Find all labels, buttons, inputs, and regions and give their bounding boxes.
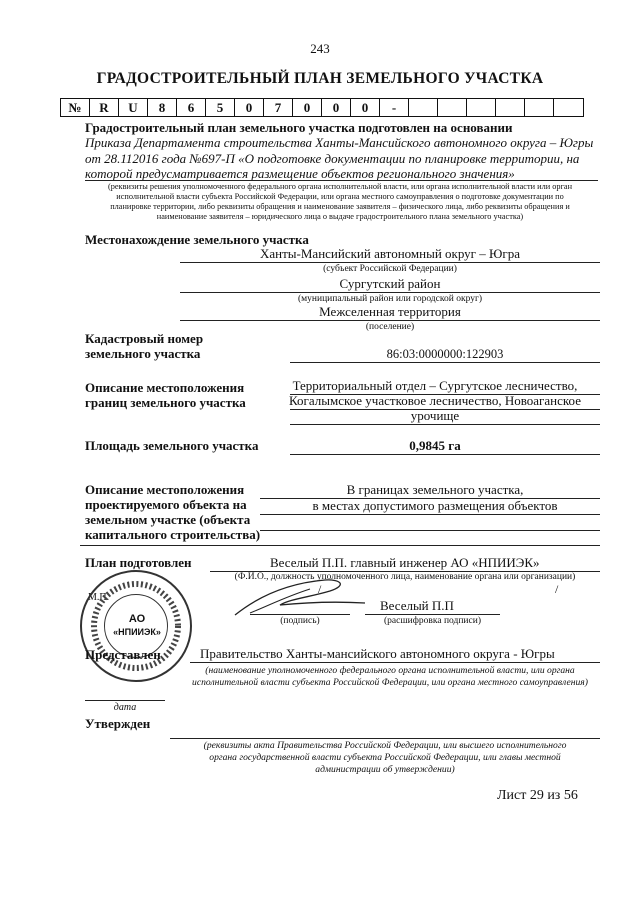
plan-number-cell: 0 [235, 99, 264, 116]
cadastral-label-1: Кадастровый номер [85, 331, 204, 346]
boundaries-value-2: Когалымское участковое лесничество, Новоаганское [289, 393, 581, 408]
boundaries-label-1: Описание местоположения [85, 380, 245, 395]
plan-number-cell: R [90, 99, 119, 116]
plan-number-cell [554, 99, 583, 116]
stamp-center-1: АО [128, 613, 146, 625]
basis-note-3: планировке территории, либо реквизиты обращения и наименование заявителя – физического лица, либо реквизиты обращения и [110, 202, 570, 211]
location-subject: Ханты-Мансийский автономный округ – Югра [260, 246, 520, 261]
plan-number-cell: 5 [206, 99, 235, 116]
plan-number-cell: 0 [351, 99, 380, 116]
plan-number-grid [60, 98, 584, 117]
object-label-1: Описание местоположения [85, 482, 245, 497]
location-subject-caption: (субъект Российской Федерации) [323, 264, 457, 274]
location-heading: Местонахождение земельного участка [85, 232, 309, 247]
approved-caption-2: органа государственной власти субъекта Российской Федерации, или главы местной [209, 752, 561, 763]
object-value-1: В границах земельного участка, [346, 482, 524, 497]
approved-caption-1: (реквизиты акта Правительства Российской Федерации, или высшего исполнительного [203, 740, 567, 751]
slash-left: / [318, 582, 322, 596]
mp-mark: М.П. [88, 592, 110, 603]
location-settlement-caption: (поселение) [365, 322, 415, 332]
plan-number-cell: 0 [293, 99, 322, 116]
submitted-caption-2: исполнительной власти субъекта Российской Федерации, или органа местного самоуправления) [192, 677, 588, 688]
object-label-4: капитального строительства) [85, 527, 261, 542]
location-district: Сургутский район [339, 276, 441, 291]
basis-line-2: от 28.112016 года №697-П «О подготовке документации по планировке территории, на [85, 151, 580, 166]
basis-heading: Градостроительный план земельного участка подготовлен на основании [85, 120, 513, 135]
plan-number-cell [496, 99, 525, 116]
plan-number-cell: 6 [177, 99, 206, 116]
basis-line-3: которой предусматривается размещение объектов регионального значения» [85, 166, 515, 181]
plan-number-cell: - [380, 99, 409, 116]
object-label-3: земельном участке (объекта [85, 512, 251, 527]
plan-number-cell [409, 99, 438, 116]
boundaries-value-1: Территориальный отдел – Сургутское лесничество, [292, 378, 578, 393]
plan-number-cell: 7 [264, 99, 293, 116]
signature-image [230, 575, 370, 620]
sheet-counter: Лист 29 из 56 [497, 788, 578, 803]
plan-number-cell: № [61, 99, 90, 116]
signature-name: Веселый П.П [380, 598, 454, 613]
submitted-label: Представлен [85, 647, 161, 662]
signature-caption: (подпись) [280, 616, 320, 626]
boundaries-label-2: границ земельного участка [85, 395, 246, 410]
plan-number-cell [525, 99, 554, 116]
cadastral-value: 86:03:0000000:122903 [386, 347, 504, 361]
plan-number-cell [467, 99, 496, 116]
basis-note-1: (реквизиты решения уполномоченного федерального органа исполнительной власти, или органа исполнительной власти или орган [107, 182, 573, 191]
submitted-caption-1: (наименование уполномоченного федерального органа исполнительной власти, или органа [205, 665, 575, 676]
decode-caption: (расшифровка подписи) [384, 616, 481, 626]
plan-number-cell [438, 99, 467, 116]
approved-label: Утвержден [85, 716, 151, 731]
document-title: ГРАДОСТРОИТЕЛЬНЫЙ ПЛАН ЗЕМЕЛЬНОГО УЧАСТКА [96, 70, 544, 87]
basis-note-2: исполнительной власти субъекта Российской Федерации, или органа местного самоуправления о подготовке документации по [116, 192, 564, 201]
plan-number-cell: U [119, 99, 148, 116]
submitted-value: Правительство Ханты-мансийского автономного округа - Югры [200, 646, 555, 661]
plan-number-cell: 8 [148, 99, 177, 116]
area-label: Площадь земельного участка [85, 438, 259, 453]
cadastral-label-2: земельного участка [85, 346, 201, 361]
plan-number-cell: 0 [322, 99, 351, 116]
basis-line-1: Приказа Департамента строительства Ханты-Мансийского автономного округа – Югры [85, 135, 594, 150]
area-value: 0,9845 га [409, 438, 461, 453]
page-number: 243 [310, 41, 330, 56]
location-settlement: Межселенная территория [319, 304, 461, 319]
boundaries-value-3: урочище [410, 408, 460, 423]
prepared-label: План подготовлен [85, 555, 192, 570]
date-caption: дата [113, 702, 137, 713]
basis-note-4: наименование заявителя – юридического лица о выдаче градостроительного плана земельного участка) [156, 212, 524, 221]
location-district-caption: (муниципальный район или городской округ) [297, 294, 483, 304]
object-value-2: в местах допустимого размещения объектов [312, 498, 558, 513]
approved-caption-3: администрации об утверждении) [315, 764, 455, 775]
object-label-2: проектируемого объекта на [85, 497, 247, 512]
prepared-caption: (Ф.И.О., должность уполномоченного лица, наименование органа или организации) [234, 572, 576, 582]
prepared-value: Веселый П.П. главный инженер АО «НПИИЭК» [270, 555, 540, 570]
stamp-center-2: «НПИИЭК» [113, 627, 161, 637]
slash-right: / [555, 582, 559, 596]
